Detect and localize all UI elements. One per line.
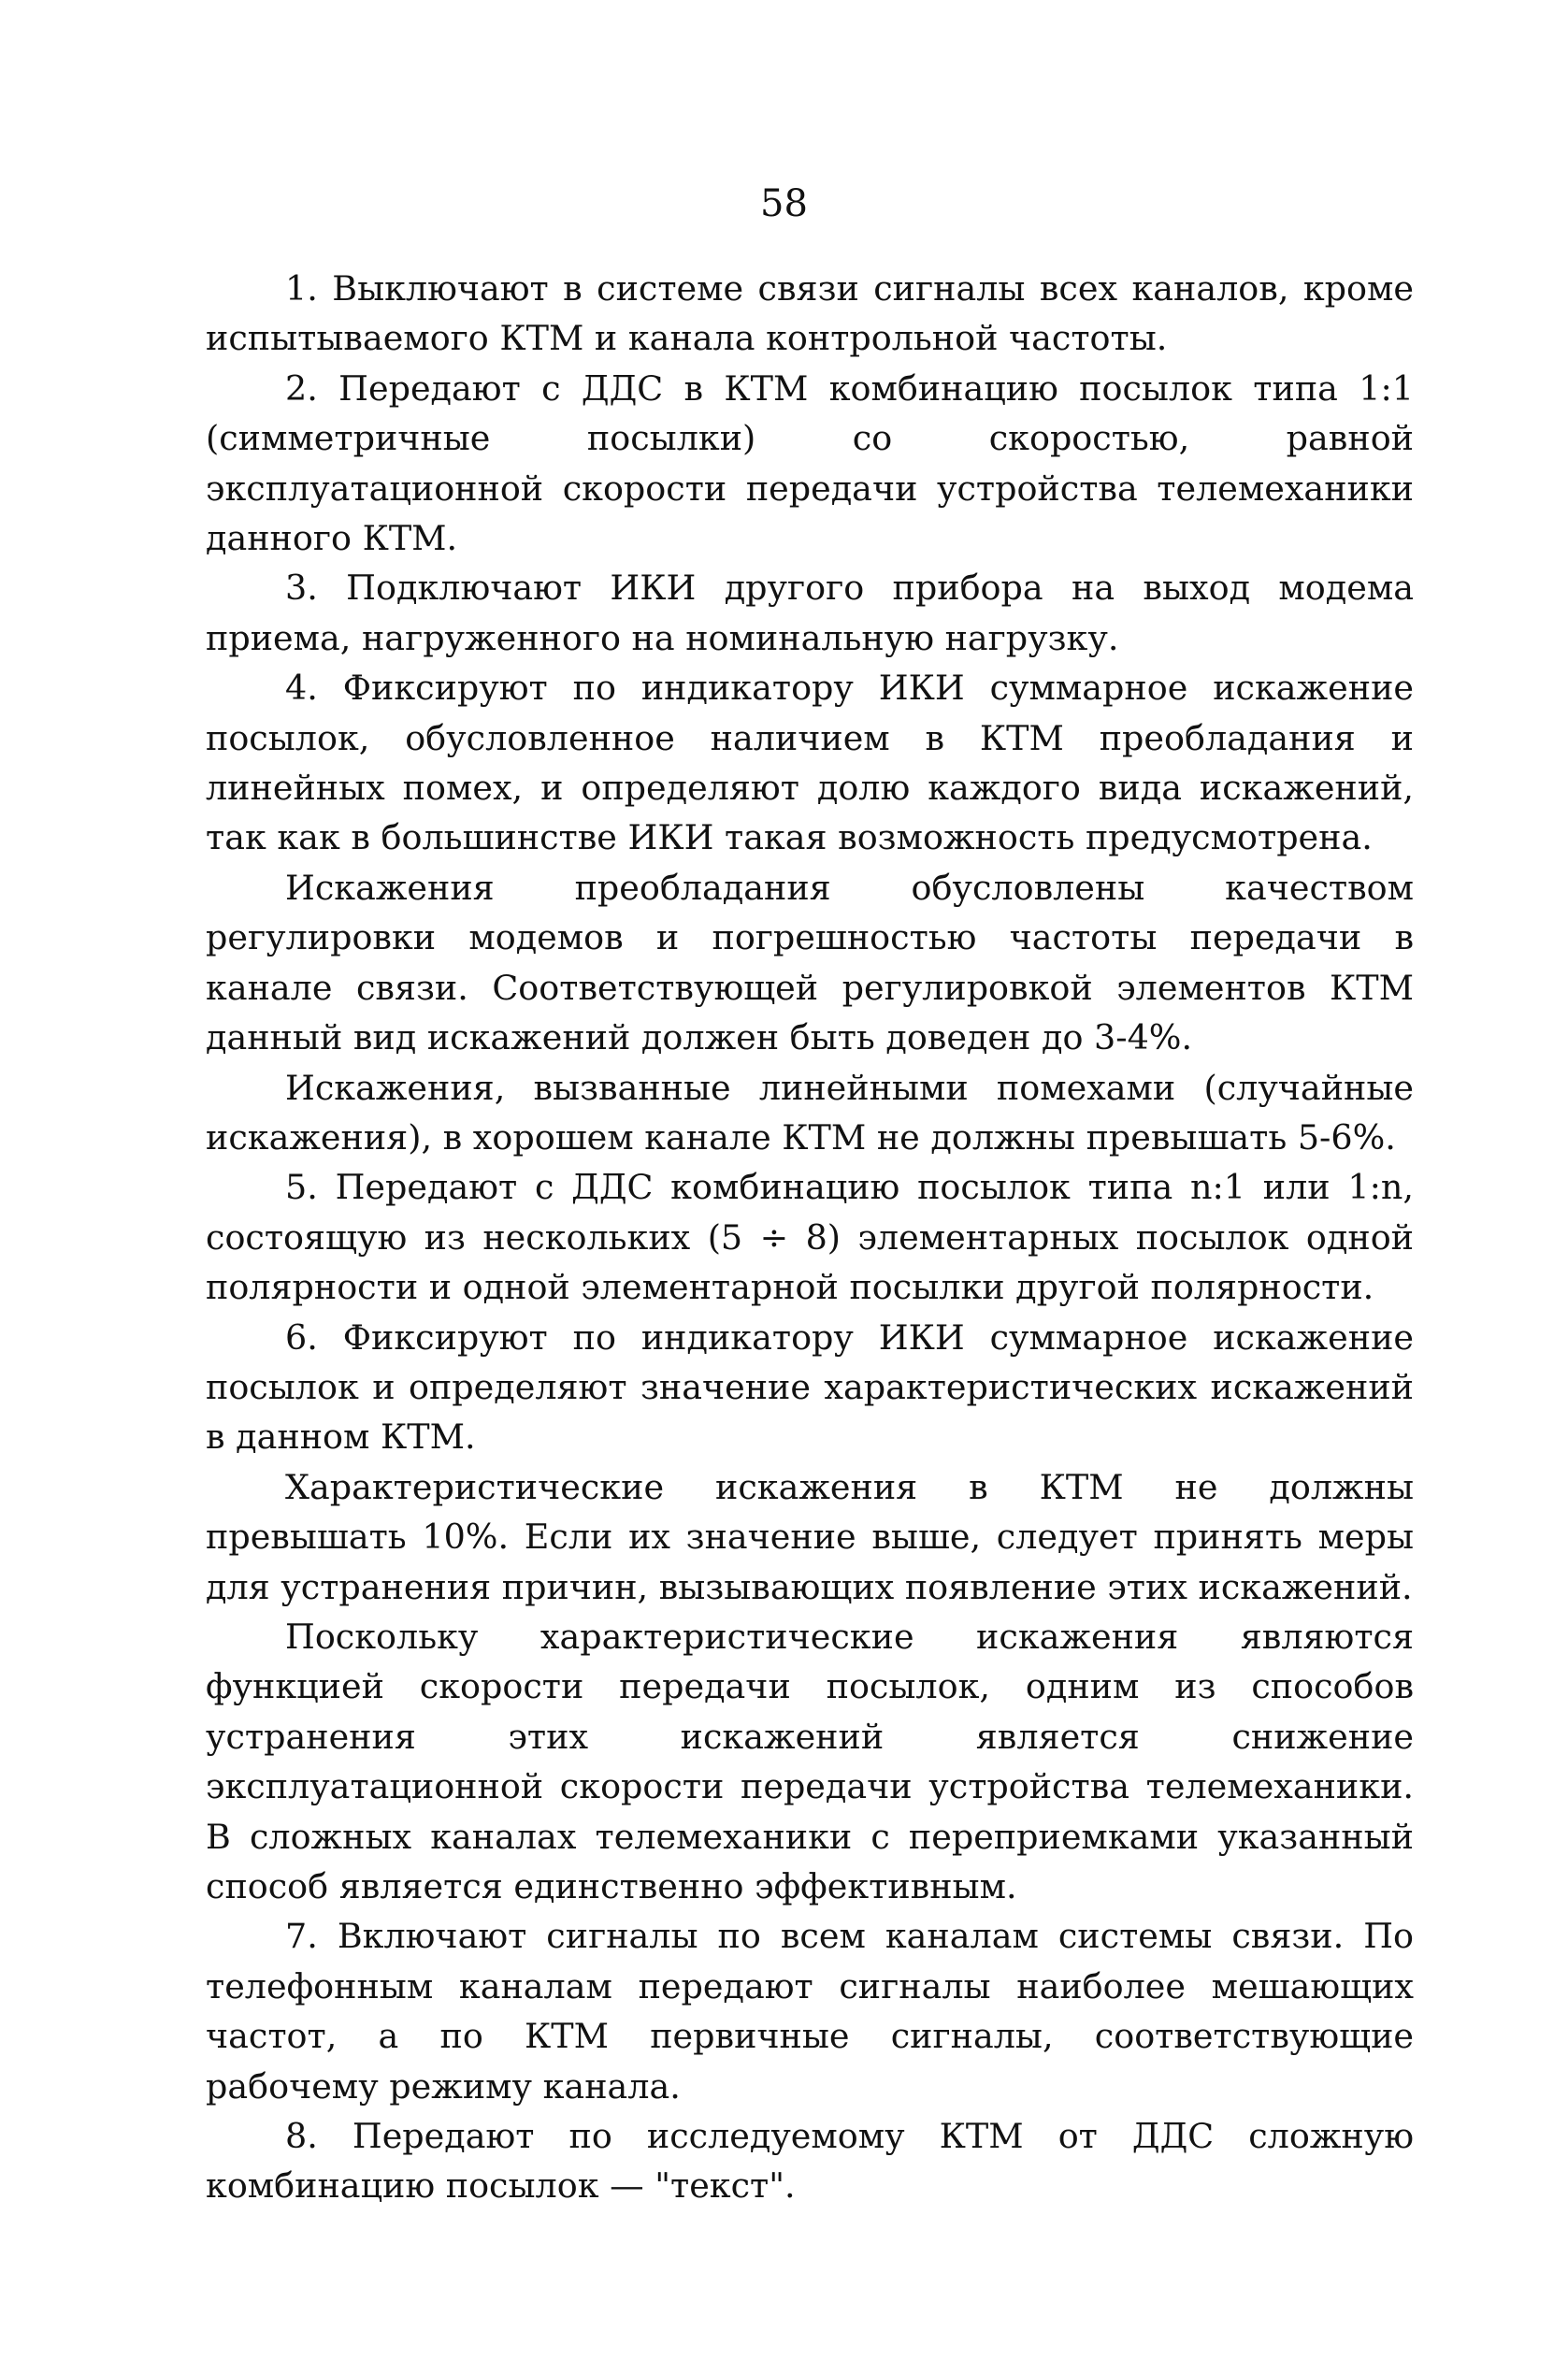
- paragraph-step-7: 7. Включают сигналы по всем каналам системы связи. По телефонным каналам передают сигналы наиболее мешающих частот, а по КТМ первичные сигналы, соответствующие рабочему режиму канала.: [206, 1916, 1414, 2107]
- paragraph-step-2: 2. Передают с ДДС в КТМ комбинацию посылок типа 1:1 (симметричные посылки) со скоростью, равной эксплуатационной скорости передачи устройства телемеханики данного КТМ.: [206, 367, 1414, 559]
- paragraph-speed-reduction: Поскольку характеристические искажения являются функцией скорости передачи посылок, одним из способов устранения этих искажений является снижение эксплуатационной скорости передачи устройства телемеханики. В сложных каналах телемеханики с переприемками указанный способ является единственно эффективным.: [206, 1616, 1414, 1906]
- paragraph-characteristic-distortion: Характеристические искажения в КТМ не должны превышать 10%. Если их значение выше, следует принять меры для устранения причин, вызывающих появление этих искажений.: [206, 1466, 1414, 1607]
- paragraph-step-3: 3. Подключают ИКИ другого прибора на выход модема приема, нагруженного на номинальную нагрузку.: [206, 568, 1414, 658]
- paragraph-line-noise-distortion: Искажения, вызванные линейными помехами (случайные искажения), в хорошем канале КТМ не должны превышать 5-6%.: [206, 1067, 1414, 1158]
- paragraph-dominance-distortion: Искажения преобладания обусловлены качеством регулировки модемов и погрешностью частоты передачи в канале связи. Соответствующей регулировкой элементов КТМ данный вид искажений должен быть доведен до 3-4%.: [206, 867, 1414, 1058]
- paragraph-step-1: 1. Выключают в системе связи сигналы всех каналов, кроме испытываемого КТМ и канала контрольной частоты.: [206, 268, 1414, 359]
- paragraph-step-8: 8. Передают по исследуемому КТМ от ДДС сложную комбинацию посылок — "текст".: [206, 2116, 1414, 2207]
- paragraph-step-5: 5. Передают с ДДС комбинацию посылок типа n:1 или 1:n, состоящую из нескольких (5 ÷ 8) элементарных посылок одной полярности и одной элементарной посылки другой полярности.: [206, 1167, 1414, 1308]
- page-number: 58: [760, 182, 808, 225]
- paragraph-step-4: 4. Фиксируют по индикатору ИКИ суммарное искажение посылок, обусловленное наличием в КТМ преобладания и линейных помех, и определяют долю каждого вида искажений, так как в большинстве ИКИ такая возможность предусмотрена.: [206, 668, 1414, 858]
- text-body: [206, 264, 1414, 2211]
- paragraph-step-6: 6. Фиксируют по индикатору ИКИ суммарное искажение посылок и определяют значение характеристических искажений в данном КТМ.: [206, 1316, 1414, 1458]
